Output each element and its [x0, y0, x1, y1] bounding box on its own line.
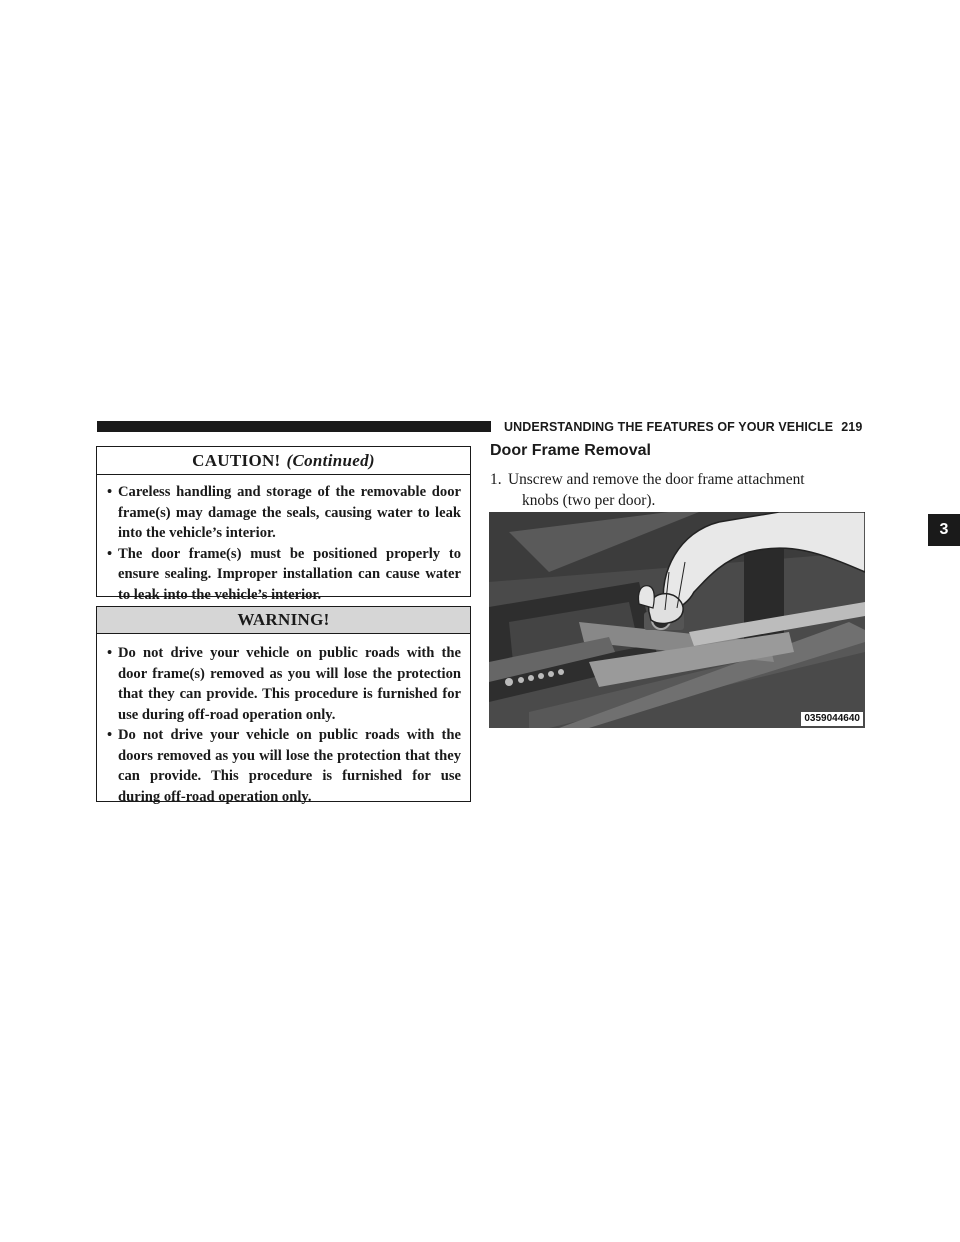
caution-item [107, 482, 461, 544]
bullet-icon: • [107, 484, 113, 500]
header-rule [97, 421, 491, 432]
bullet-icon: • [107, 727, 113, 743]
caution-box [96, 446, 471, 603]
warning-item [107, 643, 461, 725]
caution-title: CAUTION! [192, 451, 281, 470]
page-number: 219 [841, 420, 863, 434]
step-text-line2: knobs (two per door). [522, 492, 656, 509]
caution-continued: (Continued) [286, 451, 375, 470]
running-header [504, 418, 864, 436]
warning-box [96, 606, 471, 805]
section-title: Door Frame Removal [490, 442, 651, 459]
warning-list [97, 634, 470, 807]
caution-item [107, 544, 461, 606]
door-frame-illustration [489, 512, 865, 728]
figure-code: 0359044640 [801, 712, 863, 726]
bullet-icon: • [107, 645, 113, 661]
door-frame-figure [489, 512, 865, 728]
step-1 [490, 469, 864, 511]
caution-item-text: Careless handling and storage of the removable door frame(s) may damage the seals, causing water to leak into the vehicle’s interior. [118, 484, 461, 541]
chapter-tab: 3 [928, 514, 960, 546]
caution-item-text: The door frame(s) must be positioned properly to ensure sealing. Improper installation can cause water to leak into the vehicle’s interior. [118, 545, 461, 603]
running-header-title: UNDERSTANDING THE FEATURES OF YOUR VEHICLE [504, 420, 834, 434]
bullet-icon: • [107, 545, 113, 562]
warning-item [107, 725, 461, 807]
warning-item-text: Do not drive your vehicle on public roads with the doors removed as you will lose the protection that they can provide. This procedure is furnished for use during off-road operation only. [118, 727, 461, 805]
warning-heading: WARNING! [97, 607, 470, 634]
caution-heading [97, 447, 470, 475]
step-text-line1: Unscrew and remove the door frame attachment [508, 471, 805, 488]
step-number: 1. [490, 471, 502, 488]
caution-list [97, 475, 470, 605]
warning-item-text: Do not drive your vehicle on public roads with the door frame(s) removed as you will lose the protection that they can provide. This procedure is furnished for use during off-road operation only. [118, 645, 461, 723]
